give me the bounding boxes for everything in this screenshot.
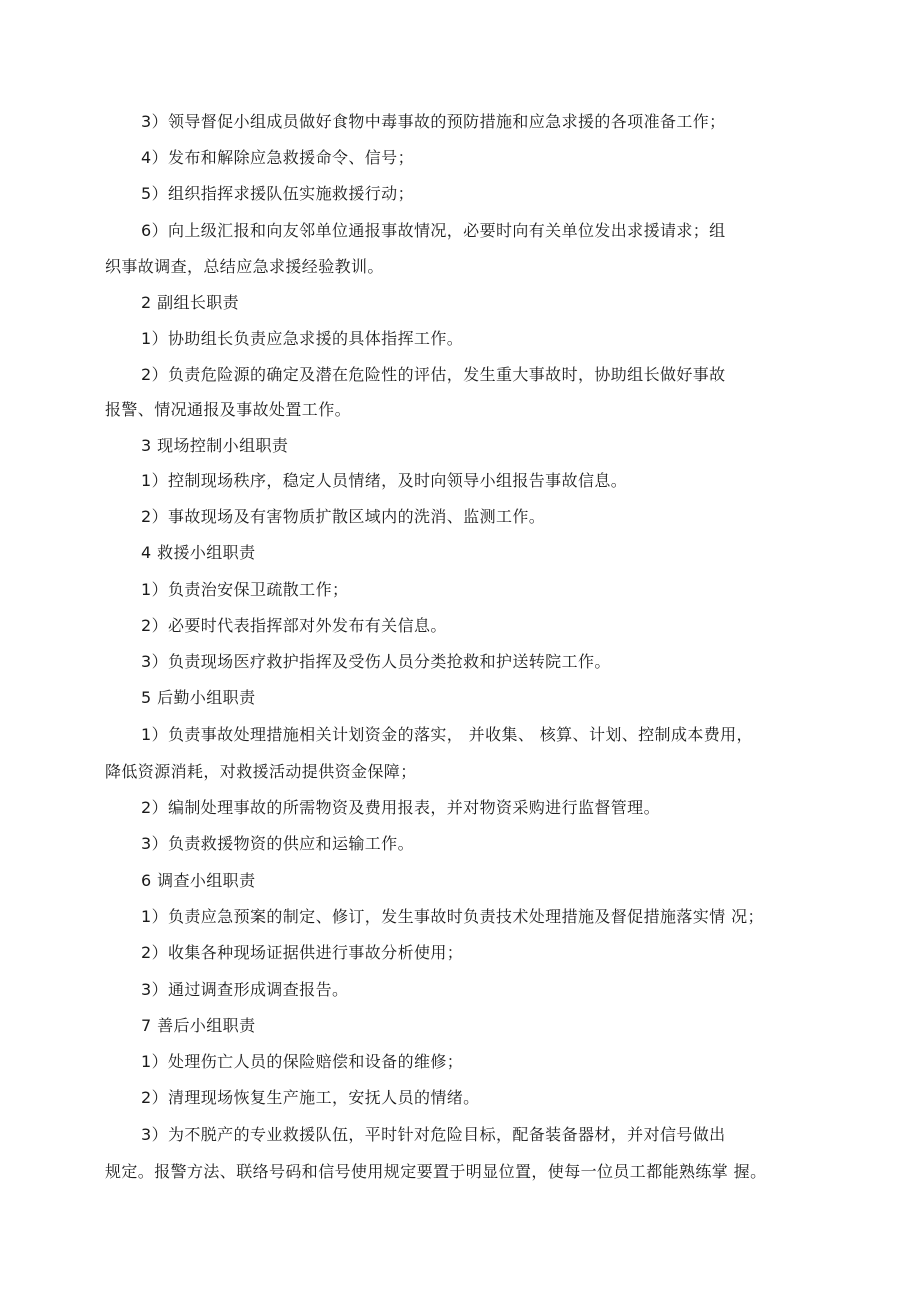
section-heading: 7 善后小组职责 <box>141 1016 256 1035</box>
paragraph-line: 2）清理现场恢复生产施工，安抚人员的情绪。 <box>141 1088 480 1107</box>
section-heading: 2 副组长职责 <box>141 293 240 312</box>
paragraph-line: 2）必要时代表指挥部对外发布有关信息。 <box>141 616 447 635</box>
paragraph-line: 3）负责现场医疗救护指挥及受伤人员分类抢救和护送转院工作。 <box>141 652 611 671</box>
paragraph-line: 1）负责事故处理措施相关计划资金的落实， 并收集、 核算、计划、控制成本费用， <box>141 725 753 744</box>
paragraph-line: 规定。报警方法、联络号码和信号使用规定要置于明显位置，使每一位员工都能熟练掌 握。 <box>105 1162 767 1181</box>
paragraph-line: 1）负责应急预案的制定、修订，发生事故时负责技术处理措施及督促措施落实情 况； <box>141 907 764 926</box>
paragraph-line: 3）为不脱产的专业救援队伍，平时针对危险目标，配备装备器材，并对信号做出 <box>141 1125 726 1144</box>
section-heading: 4 救援小组职责 <box>141 543 256 562</box>
paragraph-line: 2）编制处理事故的所需物资及费用报表，并对物资采购进行监督管理。 <box>141 798 660 817</box>
paragraph-line: 4）发布和解除应急救援命令、信号； <box>141 148 414 167</box>
paragraph-line: 降低资源消耗，对救援活动提供资金保障； <box>105 762 417 781</box>
paragraph-line: 3）通过调查形成调查报告。 <box>141 980 349 999</box>
paragraph-line: 1）控制现场秩序，稳定人员情绪，及时向领导小组报告事故信息。 <box>141 471 628 490</box>
paragraph-line: 3）领导督促小组成员做好食物中毒事故的预防措施和应急求援的各项准备工作； <box>141 112 726 131</box>
paragraph-line: 5）组织指挥求援队伍实施救援行动； <box>141 184 414 203</box>
paragraph-line: 1）协助组长负责应急求援的具体指挥工作。 <box>141 329 464 348</box>
paragraph-line: 1）负责治安保卫疏散工作； <box>141 580 349 599</box>
paragraph-line: 报警、情况通报及事故处置工作。 <box>105 400 352 419</box>
paragraph-line: 织事故调查，总结应急求援经验教训。 <box>105 257 384 276</box>
paragraph-line: 2）收集各种现场证据供进行事故分析使用； <box>141 943 464 962</box>
paragraph-line: 6）向上级汇报和向友邻单位通报事故情况，必要时向有关单位发出求援请求；组 <box>141 221 726 240</box>
section-heading: 6 调查小组职责 <box>141 871 256 890</box>
paragraph-line: 2）负责危险源的确定及潜在危险性的评估，发生重大事故时，协助组长做好事故 <box>141 365 726 384</box>
paragraph-line: 2）事故现场及有害物质扩散区域内的洗消、监测工作。 <box>141 507 546 526</box>
paragraph-line: 3）负责救援物资的供应和运输工作。 <box>141 834 414 853</box>
paragraph-line: 1）处理伤亡人员的保险赔偿和设备的维修； <box>141 1052 464 1071</box>
section-heading: 5 后勤小组职责 <box>141 688 256 707</box>
section-heading: 3 现场控制小组职责 <box>141 436 289 455</box>
